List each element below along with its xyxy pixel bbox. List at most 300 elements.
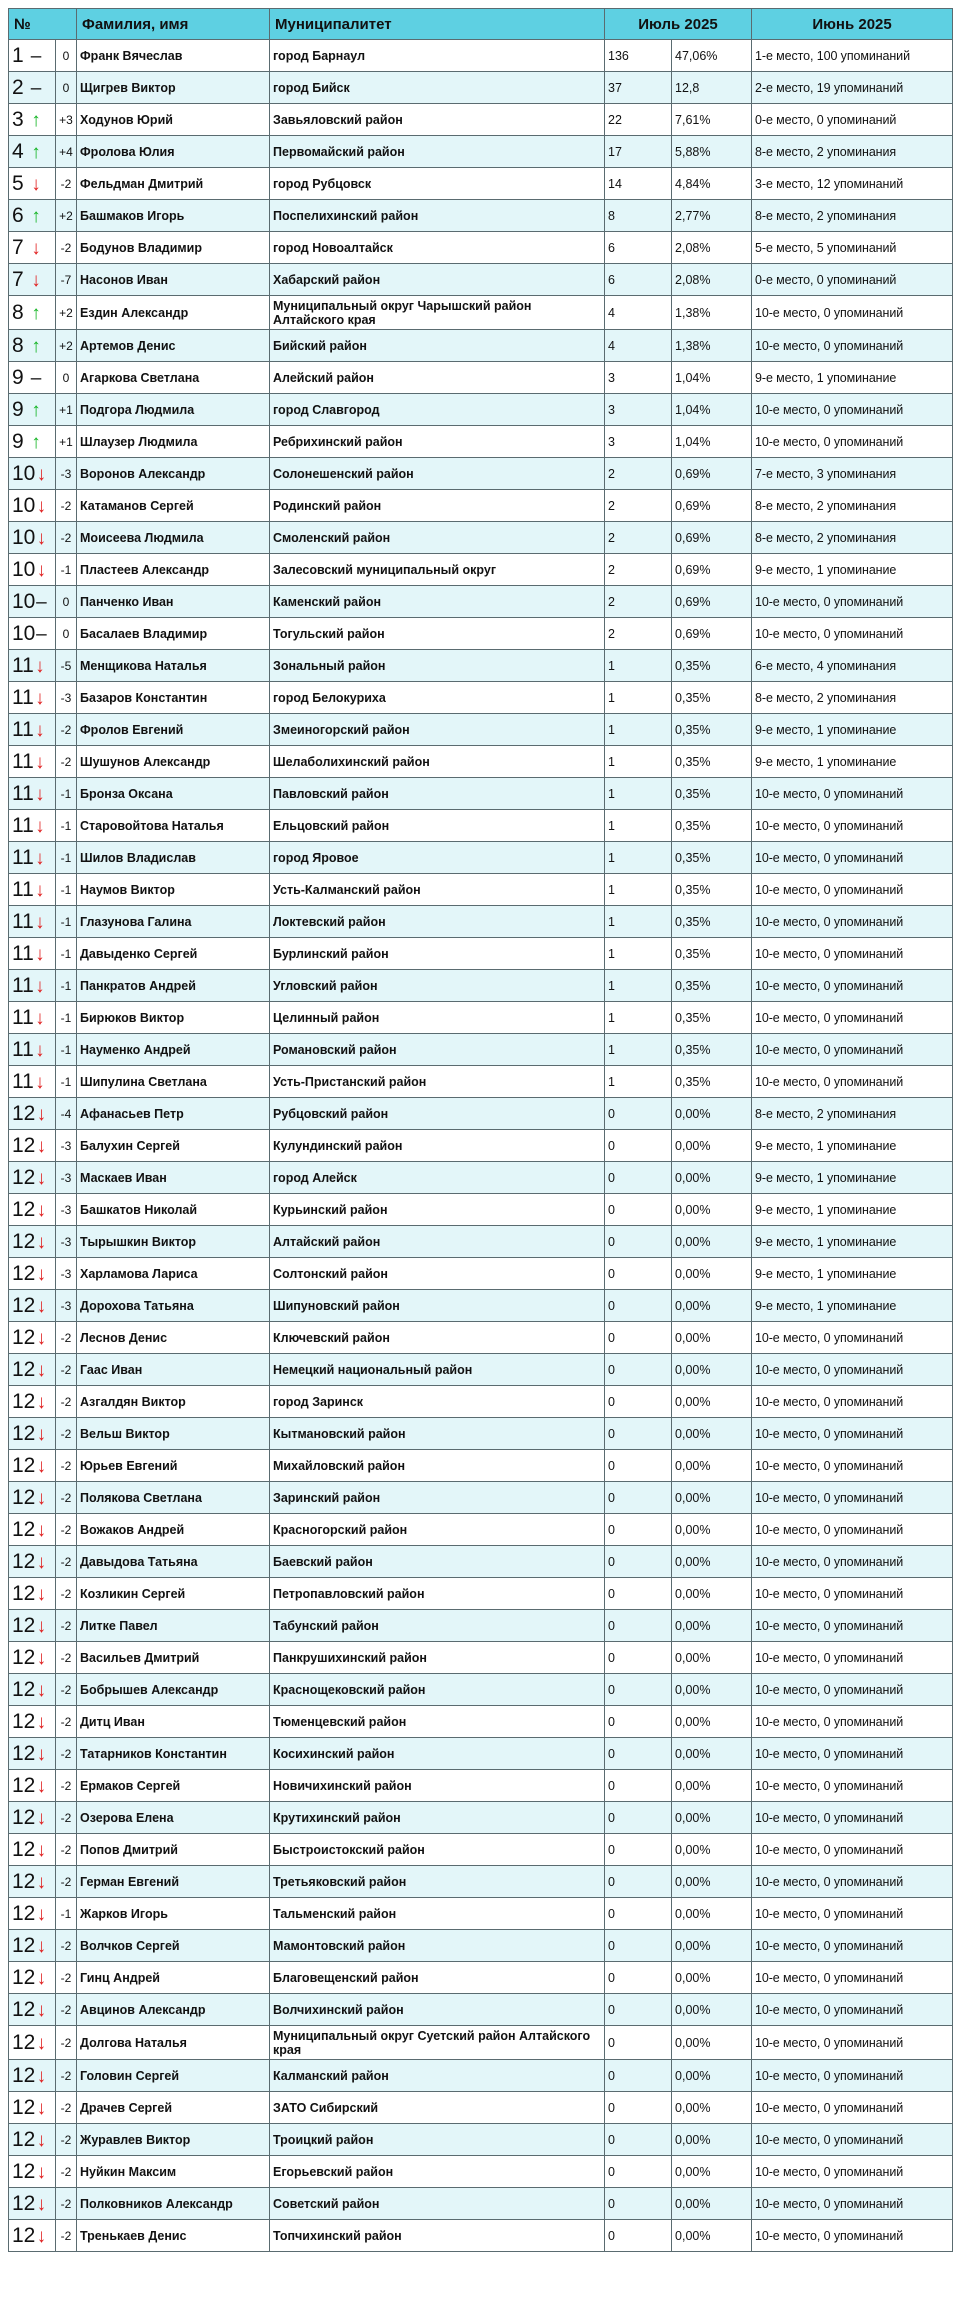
- person-name: Ходунов Юрий: [77, 104, 270, 136]
- mentions-count: 1: [605, 842, 672, 874]
- mentions-count: 0: [605, 1098, 672, 1130]
- municipality: Первомайский район: [270, 136, 605, 168]
- person-name: Головин Сергей: [77, 2060, 270, 2092]
- table-row: [9, 1354, 953, 1386]
- mentions-count: 1: [605, 810, 672, 842]
- rank-cell: [9, 1130, 56, 1162]
- rank-number: 10: [12, 461, 36, 485]
- person-name: Фролов Евгений: [77, 714, 270, 746]
- rank-number: 12: [12, 1293, 36, 1317]
- mentions-percent: 0,00%: [672, 1546, 752, 1578]
- table-row: [9, 746, 953, 778]
- mentions-count: 14: [605, 168, 672, 200]
- rank-number: 11: [12, 973, 34, 997]
- arrow-down-icon: ↓: [36, 2097, 47, 2119]
- rank-number: 9: [12, 429, 24, 453]
- mentions-count: 0: [605, 2156, 672, 2188]
- rank-change: -3: [56, 1194, 77, 1226]
- arrow-down-icon: ↓: [36, 2129, 47, 2151]
- rank-change: -2: [56, 1322, 77, 1354]
- rank-cell: [9, 40, 56, 72]
- table-row: [9, 842, 953, 874]
- table-row: [9, 682, 953, 714]
- rank-number: 11: [12, 1037, 34, 1061]
- dash-icon: –: [30, 45, 42, 67]
- mentions-count: 2: [605, 458, 672, 490]
- person-name: Гинц Андрей: [77, 1962, 270, 1994]
- rank-number: 12: [12, 1645, 36, 1669]
- rank-change: -3: [56, 1130, 77, 1162]
- rank-number: 11: [12, 717, 34, 741]
- rank-number: 12: [12, 1101, 36, 1125]
- june-result: 10-е место, 0 упоминаний: [752, 1482, 953, 1514]
- rank-change: -2: [56, 1834, 77, 1866]
- mentions-percent: 0,00%: [672, 1450, 752, 1482]
- rank-change: -2: [56, 1546, 77, 1578]
- table-row: [9, 136, 953, 168]
- rank-cell: [9, 232, 56, 264]
- dash-icon: –: [30, 367, 42, 389]
- mentions-count: 4: [605, 330, 672, 362]
- arrow-down-icon: ↓: [35, 687, 45, 709]
- rank-cell: [9, 458, 56, 490]
- rank-number: 12: [12, 1965, 36, 1989]
- municipality: Смоленский район: [270, 522, 605, 554]
- mentions-count: 1: [605, 682, 672, 714]
- person-name: Шушунов Александр: [77, 746, 270, 778]
- table-row: [9, 1930, 953, 1962]
- rank-cell: [9, 1194, 56, 1226]
- rank-cell: [9, 714, 56, 746]
- person-name: Башмаков Игорь: [77, 200, 270, 232]
- rank-number: 12: [12, 2095, 36, 2119]
- table-row: [9, 1034, 953, 1066]
- mentions-percent: 0,00%: [672, 1482, 752, 1514]
- table-row: [9, 554, 953, 586]
- rank-change: -1: [56, 1898, 77, 1930]
- rank-cell: [9, 1514, 56, 1546]
- mentions-percent: 0,00%: [672, 1514, 752, 1546]
- mentions-percent: 0,35%: [672, 778, 752, 810]
- mentions-count: 1: [605, 1002, 672, 1034]
- june-result: 10-е место, 0 упоминаний: [752, 1450, 953, 1482]
- mentions-percent: 0,00%: [672, 1194, 752, 1226]
- municipality: Каменский район: [270, 586, 605, 618]
- rank-cell: [9, 2124, 56, 2156]
- rank-number: 8: [12, 333, 24, 357]
- rank-cell: [9, 1226, 56, 1258]
- rank-change: -5: [56, 650, 77, 682]
- table-row: [9, 1130, 953, 1162]
- municipality: город Барнаул: [270, 40, 605, 72]
- rank-number: 11: [12, 781, 34, 805]
- municipality: Тогульский район: [270, 618, 605, 650]
- arrow-down-icon: ↓: [31, 269, 41, 291]
- arrow-down-icon: ↓: [36, 1135, 47, 1157]
- rank-number: 11: [12, 749, 34, 773]
- municipality: Топчихинский район: [270, 2220, 605, 2252]
- table-row: [9, 1770, 953, 1802]
- table-row: [9, 1834, 953, 1866]
- table-row: [9, 2026, 953, 2060]
- mentions-count: 0: [605, 1162, 672, 1194]
- rank-cell: [9, 1834, 56, 1866]
- municipality: город Новоалтайск: [270, 232, 605, 264]
- mentions-percent: 0,00%: [672, 2026, 752, 2060]
- mentions-percent: 0,00%: [672, 1226, 752, 1258]
- mentions-percent: 0,35%: [672, 810, 752, 842]
- june-result: 10-е место, 0 упоминаний: [752, 394, 953, 426]
- arrow-down-icon: ↓: [36, 2065, 47, 2087]
- municipality: Михайловский район: [270, 1450, 605, 1482]
- rank-cell: [9, 522, 56, 554]
- arrow-up-icon: ↑: [31, 205, 41, 227]
- june-result: 9-е место, 1 упоминание: [752, 1258, 953, 1290]
- june-result: 10-е место, 0 упоминаний: [752, 1962, 953, 1994]
- person-name: Афанасьев Петр: [77, 1098, 270, 1130]
- municipality: Шипуновский район: [270, 1290, 605, 1322]
- rank-cell: [9, 296, 56, 330]
- municipality: Калманский район: [270, 2060, 605, 2092]
- person-name: Гаас Иван: [77, 1354, 270, 1386]
- table-row: [9, 618, 953, 650]
- mentions-count: 0: [605, 1994, 672, 2026]
- municipality: Заринский район: [270, 1482, 605, 1514]
- rank-cell: [9, 426, 56, 458]
- mentions-count: 0: [605, 1226, 672, 1258]
- mentions-count: 0: [605, 1898, 672, 1930]
- mentions-count: 0: [605, 1450, 672, 1482]
- rank-number: 10: [12, 589, 36, 613]
- table-row: [9, 264, 953, 296]
- arrow-down-icon: ↓: [36, 1903, 47, 1925]
- june-result: 10-е место, 0 упоминаний: [752, 1770, 953, 1802]
- rank-cell: [9, 1322, 56, 1354]
- rank-change: -2: [56, 2060, 77, 2092]
- mentions-count: 0: [605, 1578, 672, 1610]
- mentions-percent: 0,35%: [672, 714, 752, 746]
- person-name: Науменко Андрей: [77, 1034, 270, 1066]
- table-row: [9, 1706, 953, 1738]
- person-name: Дорохова Татьяна: [77, 1290, 270, 1322]
- municipality: Тальменский район: [270, 1898, 605, 1930]
- rank-number: 12: [12, 1453, 36, 1477]
- rank-cell: [9, 1034, 56, 1066]
- person-name: Воронов Александр: [77, 458, 270, 490]
- municipality: город Заринск: [270, 1386, 605, 1418]
- arrow-down-icon: ↓: [36, 1519, 47, 1541]
- mentions-percent: 0,00%: [672, 2156, 752, 2188]
- rank-change: +1: [56, 426, 77, 458]
- rank-number: 7: [12, 235, 24, 259]
- table-row: [9, 2060, 953, 2092]
- june-result: 10-е место, 0 упоминаний: [752, 2124, 953, 2156]
- rank-number: 12: [12, 1613, 36, 1637]
- municipality: Романовский район: [270, 1034, 605, 1066]
- mentions-percent: 0,00%: [672, 2124, 752, 2156]
- person-name: Леснов Денис: [77, 1322, 270, 1354]
- mentions-count: 0: [605, 1802, 672, 1834]
- june-result: 10-е место, 0 упоминаний: [752, 1034, 953, 1066]
- table-row: [9, 1610, 953, 1642]
- mentions-percent: 2,08%: [672, 232, 752, 264]
- rank-change: -1: [56, 554, 77, 586]
- rank-number: 10: [12, 621, 36, 645]
- municipality: Егорьевский район: [270, 2156, 605, 2188]
- rank-cell: [9, 874, 56, 906]
- table-row: [9, 1322, 953, 1354]
- person-name: Полякова Светлана: [77, 1482, 270, 1514]
- rank-change: -2: [56, 2092, 77, 2124]
- rank-change: -2: [56, 1674, 77, 1706]
- rank-cell: [9, 1066, 56, 1098]
- rank-change: -1: [56, 970, 77, 1002]
- june-result: 9-е место, 1 упоминание: [752, 1130, 953, 1162]
- municipality: Усть-Калманский район: [270, 874, 605, 906]
- table-row: [9, 1866, 953, 1898]
- municipality: Ельцовский район: [270, 810, 605, 842]
- mentions-percent: 1,38%: [672, 296, 752, 330]
- arrow-down-icon: ↓: [36, 1775, 47, 1797]
- rank-number: 12: [12, 1677, 36, 1701]
- person-name: Базаров Константин: [77, 682, 270, 714]
- june-result: 9-е место, 1 упоминание: [752, 362, 953, 394]
- mentions-count: 0: [605, 2026, 672, 2060]
- arrow-down-icon: ↓: [36, 2032, 47, 2054]
- rank-number: 12: [12, 1549, 36, 1573]
- rank-number: 12: [12, 1869, 36, 1893]
- rank-change: -2: [56, 1642, 77, 1674]
- rank-cell: [9, 586, 56, 618]
- table-row: [9, 1962, 953, 1994]
- rank-change: +2: [56, 296, 77, 330]
- rank-cell: [9, 1706, 56, 1738]
- mentions-count: 1: [605, 746, 672, 778]
- mentions-percent: 47,06%: [672, 40, 752, 72]
- person-name: Наумов Виктор: [77, 874, 270, 906]
- rank-number: 11: [12, 685, 34, 709]
- mentions-percent: 0,00%: [672, 1706, 752, 1738]
- arrow-down-icon: ↓: [36, 1103, 47, 1125]
- person-name: Панкратов Андрей: [77, 970, 270, 1002]
- june-result: 9-е место, 1 упоминание: [752, 1290, 953, 1322]
- rank-change: -2: [56, 714, 77, 746]
- rank-cell: [9, 1290, 56, 1322]
- table-row: [9, 104, 953, 136]
- rank-cell: [9, 554, 56, 586]
- mentions-count: 3: [605, 426, 672, 458]
- header-num: №: [9, 9, 77, 40]
- rank-change: -2: [56, 2220, 77, 2252]
- table-row: [9, 1802, 953, 1834]
- mentions-count: 0: [605, 1418, 672, 1450]
- table-row: [9, 490, 953, 522]
- rank-change: +1: [56, 394, 77, 426]
- header-municipality: Муниципалитет: [270, 9, 605, 40]
- mentions-count: 0: [605, 1514, 672, 1546]
- mentions-count: 1: [605, 970, 672, 1002]
- rank-cell: [9, 1354, 56, 1386]
- rank-cell: [9, 2188, 56, 2220]
- arrow-up-icon: ↑: [31, 109, 41, 131]
- table-row: [9, 200, 953, 232]
- june-result: 9-е место, 1 упоминание: [752, 746, 953, 778]
- rank-number: 11: [12, 1005, 34, 1029]
- person-name: Тырышкин Виктор: [77, 1226, 270, 1258]
- rank-cell: [9, 1802, 56, 1834]
- rank-number: 12: [12, 1325, 36, 1349]
- rank-cell: [9, 1098, 56, 1130]
- mentions-percent: 0,69%: [672, 490, 752, 522]
- june-result: 10-е место, 0 упоминаний: [752, 1674, 953, 1706]
- person-name: Ермаков Сергей: [77, 1770, 270, 1802]
- june-result: 10-е место, 0 упоминаний: [752, 1610, 953, 1642]
- rank-cell: [9, 1258, 56, 1290]
- mentions-count: 0: [605, 1610, 672, 1642]
- rank-cell: [9, 1962, 56, 1994]
- mentions-count: 6: [605, 232, 672, 264]
- rank-cell: [9, 1002, 56, 1034]
- table-row: [9, 458, 953, 490]
- rank-change: -1: [56, 810, 77, 842]
- municipality: Троицкий район: [270, 2124, 605, 2156]
- rank-cell: [9, 1418, 56, 1450]
- rank-number: 12: [12, 2063, 36, 2087]
- mentions-count: 1: [605, 1034, 672, 1066]
- arrow-down-icon: ↓: [36, 1615, 47, 1637]
- mentions-percent: 0,35%: [672, 970, 752, 1002]
- rank-change: -2: [56, 490, 77, 522]
- rank-number: 8: [12, 300, 24, 324]
- rank-number: 12: [12, 1933, 36, 1957]
- rank-change: -2: [56, 1514, 77, 1546]
- mentions-count: 1: [605, 714, 672, 746]
- june-result: 10-е место, 0 упоминаний: [752, 426, 953, 458]
- table-row: [9, 1482, 953, 1514]
- table-row: [9, 2188, 953, 2220]
- person-name: Авцинов Александр: [77, 1994, 270, 2026]
- arrow-down-icon: ↓: [36, 559, 47, 581]
- person-name: Давыденко Сергей: [77, 938, 270, 970]
- person-name: Подгора Людмила: [77, 394, 270, 426]
- arrow-down-icon: ↓: [36, 1999, 47, 2021]
- mentions-count: 0: [605, 1674, 672, 1706]
- mentions-percent: 12,8: [672, 72, 752, 104]
- june-result: 10-е место, 0 упоминаний: [752, 2092, 953, 2124]
- mentions-percent: 0,69%: [672, 554, 752, 586]
- june-result: 8-е место, 2 упоминания: [752, 522, 953, 554]
- table-row: [9, 426, 953, 458]
- arrow-down-icon: ↓: [36, 1871, 47, 1893]
- table-row: [9, 650, 953, 682]
- rank-cell: [9, 1386, 56, 1418]
- mentions-percent: 0,35%: [672, 746, 752, 778]
- municipality: Кулундинский район: [270, 1130, 605, 1162]
- rank-number: 12: [12, 1389, 36, 1413]
- rank-change: -1: [56, 1034, 77, 1066]
- rank-cell: [9, 362, 56, 394]
- person-name: Глазунова Галина: [77, 906, 270, 938]
- rank-change: -2: [56, 1354, 77, 1386]
- rank-number: 11: [12, 813, 34, 837]
- header-june: Июнь 2025: [752, 9, 953, 40]
- table-row: [9, 778, 953, 810]
- rating-page: [8, 8, 952, 2252]
- rank-number: 11: [12, 877, 34, 901]
- june-result: 10-е место, 0 упоминаний: [752, 1322, 953, 1354]
- rank-cell: [9, 1930, 56, 1962]
- rank-change: -1: [56, 938, 77, 970]
- mentions-percent: 0,00%: [672, 1962, 752, 1994]
- arrow-down-icon: ↓: [35, 1007, 45, 1029]
- municipality: Хабарский район: [270, 264, 605, 296]
- person-name: Полковников Александр: [77, 2188, 270, 2220]
- municipality: Панкрушихинский район: [270, 1642, 605, 1674]
- rank-change: +2: [56, 200, 77, 232]
- person-name: Долгова Наталья: [77, 2026, 270, 2060]
- mentions-count: 2: [605, 554, 672, 586]
- rank-cell: [9, 2060, 56, 2092]
- june-result: 10-е место, 0 упоминаний: [752, 906, 953, 938]
- mentions-percent: 0,00%: [672, 1322, 752, 1354]
- june-result: 10-е место, 0 упоминаний: [752, 1386, 953, 1418]
- table-row: [9, 874, 953, 906]
- table-row: [9, 1898, 953, 1930]
- rank-number: 12: [12, 1901, 36, 1925]
- municipality: Табунский район: [270, 1610, 605, 1642]
- mentions-percent: 0,00%: [672, 1834, 752, 1866]
- rank-change: 0: [56, 362, 77, 394]
- rank-cell: [9, 2092, 56, 2124]
- rank-change: -2: [56, 2124, 77, 2156]
- municipality: Тюменцевский район: [270, 1706, 605, 1738]
- mentions-count: 4: [605, 296, 672, 330]
- june-result: 9-е место, 1 упоминание: [752, 554, 953, 586]
- rank-change: -1: [56, 906, 77, 938]
- person-name: Панченко Иван: [77, 586, 270, 618]
- june-result: 10-е место, 0 упоминаний: [752, 2188, 953, 2220]
- mentions-percent: 0,00%: [672, 1994, 752, 2026]
- rank-cell: [9, 2026, 56, 2060]
- rank-change: -3: [56, 1162, 77, 1194]
- mentions-count: 0: [605, 1642, 672, 1674]
- mentions-percent: 0,00%: [672, 1674, 752, 1706]
- june-result: 10-е место, 0 упоминаний: [752, 618, 953, 650]
- person-name: Харламова Лариса: [77, 1258, 270, 1290]
- june-result: 10-е место, 0 упоминаний: [752, 1546, 953, 1578]
- mentions-percent: 0,69%: [672, 522, 752, 554]
- table-body: [9, 40, 953, 2252]
- person-name: Бодунов Владимир: [77, 232, 270, 264]
- june-result: 1-е место, 100 упоминаний: [752, 40, 953, 72]
- municipality: Солтонский район: [270, 1258, 605, 1290]
- rank-change: -3: [56, 1226, 77, 1258]
- mentions-percent: 0,00%: [672, 1418, 752, 1450]
- rank-change: -2: [56, 1930, 77, 1962]
- table-row: [9, 2220, 953, 2252]
- mentions-count: 0: [605, 1706, 672, 1738]
- mentions-count: 17: [605, 136, 672, 168]
- rank-change: -2: [56, 1386, 77, 1418]
- arrow-down-icon: ↓: [35, 943, 45, 965]
- person-name: Бобрышев Александр: [77, 1674, 270, 1706]
- table-row: [9, 1546, 953, 1578]
- mentions-count: 0: [605, 1930, 672, 1962]
- rank-cell: [9, 1642, 56, 1674]
- mentions-count: 37: [605, 72, 672, 104]
- june-result: 10-е место, 0 упоминаний: [752, 874, 953, 906]
- arrow-down-icon: ↓: [35, 1071, 45, 1093]
